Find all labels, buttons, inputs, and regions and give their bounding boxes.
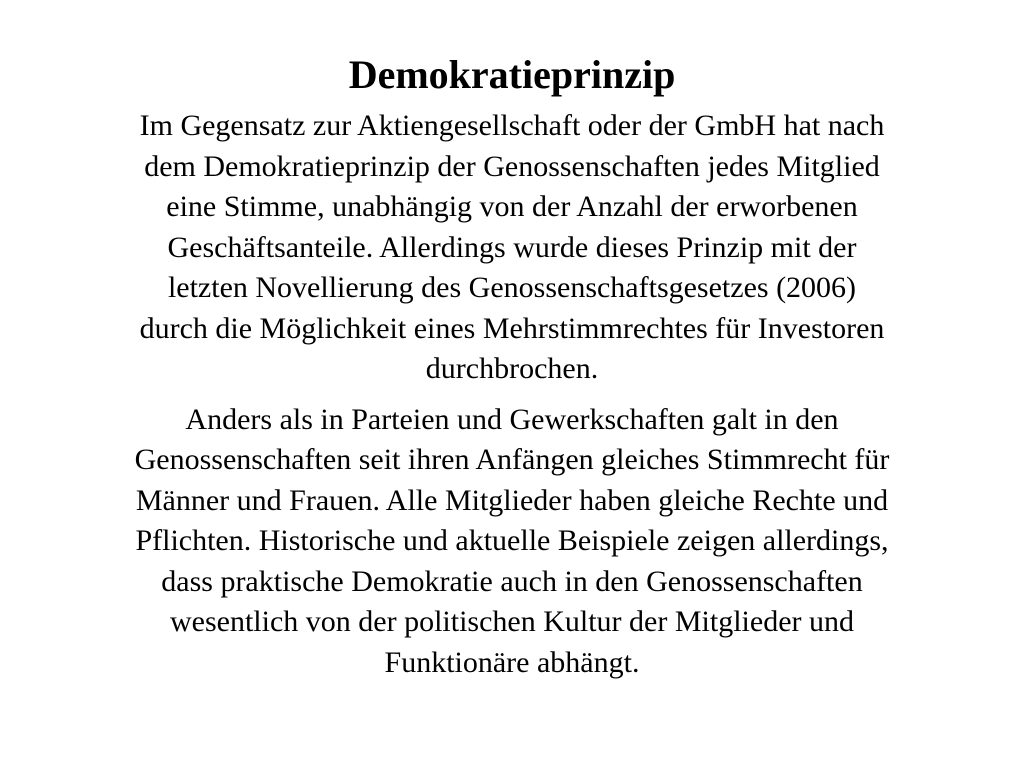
paragraph-line: Anders als in Parteien und Gewerkschaften galt in den <box>185 402 839 436</box>
paragraph-line: Genossenschaften seit ihren Anfängen gleiches Stimmrecht für <box>134 443 890 476</box>
paragraph-line: Geschäftsanteile. Allerdings wurde dieses Prinzip mit der <box>167 230 857 264</box>
paragraph-line: durchbrochen. <box>425 352 599 385</box>
slide-title: Demokratieprinzip <box>348 52 676 97</box>
paragraph-line: letzten Novellierung des Genossenschaftsgesetzes (2006) <box>167 271 857 304</box>
paragraph-line: eine Stimme, unabhängig von der Anzahl der erworbenen <box>166 190 858 223</box>
paragraph-line: dem Demokratieprinzip der Genossenschaften jedes Mitglied <box>144 149 880 183</box>
paragraph-line: dass praktische Demokratie auch in den Genossenschaften <box>161 564 863 598</box>
slide-content <box>50 44 974 683</box>
paragraph-line: wesentlich von der politischen Kultur der Mitglieder und <box>169 605 854 638</box>
paragraph-line: Pflichten. Historische und aktuelle Beispiele zeigen allerdings, <box>135 524 889 557</box>
paragraph-line: Im Gegensatz zur Aktiengesellschaft oder der GmbH hat nach <box>139 109 885 142</box>
paragraph-line: Funktionäre abhängt. <box>384 645 640 679</box>
paragraph-2 <box>50 400 974 684</box>
paragraph-1 <box>50 106 974 390</box>
paragraph-line: Männer und Frauen. Alle Mitglieder haben gleiche Rechte und <box>135 483 889 517</box>
paragraph-line: durch die Möglichkeit eines Mehrstimmrechtes für Investoren <box>139 311 885 345</box>
